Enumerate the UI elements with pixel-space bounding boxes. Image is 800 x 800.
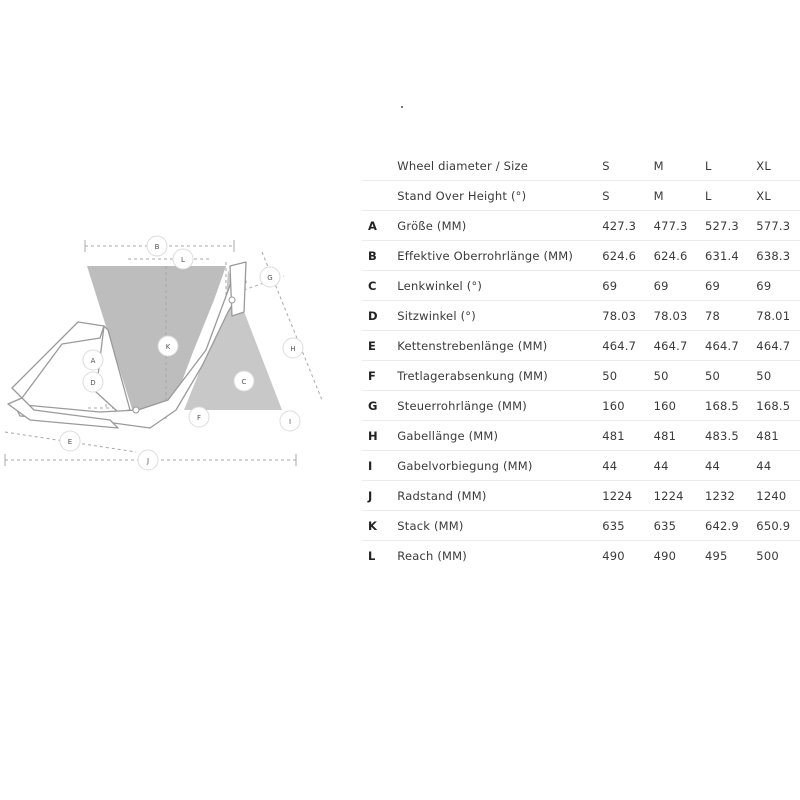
value-cell: 50 [705,361,756,391]
value-cell: 1240 [756,481,800,511]
row-letter: G [362,391,397,421]
row-label: Sitzwinkel (°) [397,301,602,331]
row-letter: B [362,241,397,271]
value-cell: 481 [654,421,705,451]
marker-g [260,267,280,287]
row-letter: D [362,301,397,331]
row-letter: A [362,211,397,241]
value-cell: 168.5 [705,391,756,421]
svg-text:K: K [165,343,171,351]
table-row [362,301,800,331]
row-label: Stack (MM) [397,511,602,541]
value-cell: 495 [704,548,728,563]
value-cell: 69 [654,271,705,301]
value-cell: 427.3 [602,211,653,241]
row-letter: C [362,271,397,301]
geometry-table [362,151,800,570]
value-cell: 69 [756,271,800,301]
value-cell: 44 [602,451,653,481]
value-cell: S [602,181,653,211]
value-cell: L [705,181,756,211]
row-letter: E [362,331,397,361]
value-cell: 160 [602,391,653,421]
value-cell: 78.03 [654,301,705,331]
marker-h [283,338,303,358]
svg-text:F: F [196,414,202,422]
value-cell: 638.3 [756,241,800,271]
size-m: M [654,151,705,181]
table-row [362,421,800,451]
marker-c [234,371,254,391]
svg-text:G: G [267,274,273,282]
value-cell: 490 [602,548,625,563]
value-cell: 78.01 [756,301,800,331]
value-cell: 624.6 [654,241,705,271]
row-letter: L [368,548,376,563]
value-cell: 483.5 [705,421,756,451]
value-cell: 635 [602,511,653,541]
table-row [362,211,800,241]
header-label: Wheel diameter / Size [397,151,602,181]
marker-i [280,411,300,431]
row-label: Gabellänge (MM) [397,421,602,451]
svg-text:D: D [90,379,96,387]
svg-text:C: C [241,378,247,386]
svg-text:A: A [90,357,96,365]
value-cell: 44 [654,451,705,481]
value-cell: 78 [705,301,756,331]
bike-geometry-diagram [0,0,360,800]
svg-text:H: H [290,345,296,353]
row-label: Gabelvorbiegung (MM) [397,451,602,481]
value-cell: M [654,181,705,211]
value-cell: 624.6 [602,241,653,271]
marker-f [189,407,209,427]
row-label: Effektive Oberrohrlänge (MM) [397,241,602,271]
table-row [362,481,800,511]
value-cell: 464.7 [602,331,653,361]
size-s: S [602,151,653,181]
marker-d [83,372,103,392]
size-l: L [705,151,756,181]
head-tube [230,262,246,316]
value-cell: 642.9 [705,511,756,541]
value-cell: 78.03 [602,301,653,331]
value-cell: 481 [602,421,653,451]
row-letter [362,181,397,211]
size-header-row [362,151,800,181]
value-cell: 650.9 [756,511,800,541]
marker-a [83,350,103,370]
size-xl: XL [756,151,800,181]
row-label: Kettenstrebenlänge (MM) [397,331,602,361]
row-label: Größe (MM) [397,211,602,241]
row-letter: F [362,361,397,391]
row-label: Steuerrohrlänge (MM) [397,391,602,421]
row-label: Lenkwinkel (°) [397,271,602,301]
svg-text:E: E [67,438,73,446]
row-label: Reach (MM) [397,548,467,563]
value-cell: 577.3 [756,211,800,241]
value-cell: 631.4 [705,241,756,271]
table-row [362,361,800,391]
value-cell: 464.7 [654,331,705,361]
row-label: Tretlagerabsenkung (MM) [397,361,602,391]
value-cell: 44 [756,451,800,481]
value-cell: 481 [756,421,800,451]
row-letter: H [362,421,397,451]
standover-row [362,181,800,211]
value-cell: 44 [705,451,756,481]
value-cell: 168.5 [756,391,800,421]
value-cell: 1224 [602,481,653,511]
table-row [362,271,800,301]
value-cell: XL [756,181,800,211]
value-cell: 464.7 [756,331,800,361]
value-cell: 50 [602,361,653,391]
value-cell: 69 [602,271,653,301]
marker-e [60,431,80,451]
row-letter: I [362,451,397,481]
marker-l [173,249,193,269]
svg-text:I: I [288,418,292,426]
marker-k [158,336,178,356]
value-cell: 160 [654,391,705,421]
value-cell: 490 [653,548,677,563]
value-cell: 50 [654,361,705,391]
svg-text:B: B [154,243,160,251]
value-cell: 69 [705,271,756,301]
table-row [362,391,800,421]
value-cell: 1232 [705,481,756,511]
svg-text:L: L [181,256,185,264]
value-cell: 635 [654,511,705,541]
standover-label: Stand Over Height (°) [397,181,602,211]
table-row [362,451,800,481]
value-cell: 464.7 [705,331,756,361]
row-label: Radstand (MM) [397,481,602,511]
table-row [362,511,800,541]
row-letter [362,151,397,181]
row-letter: K [362,511,397,541]
svg-text:J: J [146,457,150,465]
value-cell: 50 [756,361,800,391]
table-row [362,331,800,361]
marker-j [138,450,158,470]
row-letter: J [362,481,397,511]
marker-b [147,236,167,256]
value-cell: 477.3 [654,211,705,241]
table-row [362,241,800,271]
dot-mark [401,106,403,108]
table-row [362,541,800,571]
value-cell: 527.3 [705,211,756,241]
value-cell: 500 [756,548,779,563]
value-cell: 1224 [654,481,705,511]
